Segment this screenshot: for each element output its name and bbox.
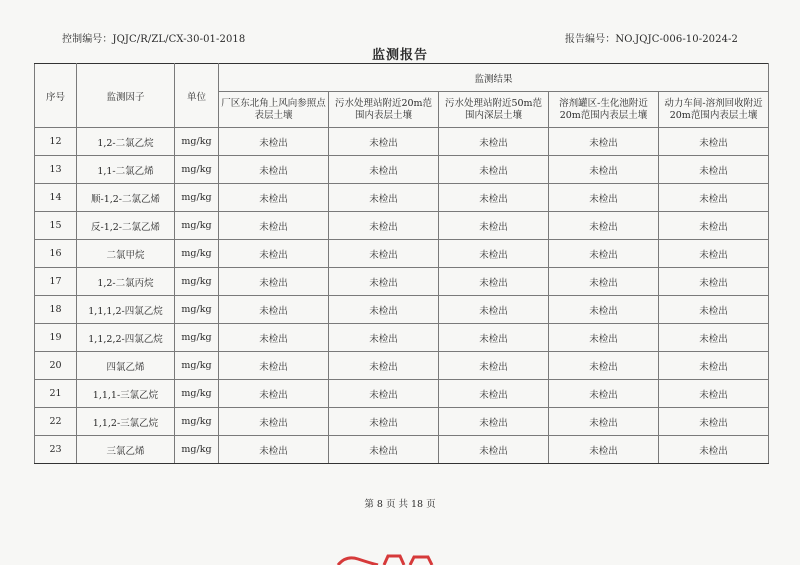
cell-result-site-4: 未检出 <box>549 268 659 296</box>
cell-unit: mg/kg <box>175 240 219 268</box>
header-site-5: 动力车间-溶剂回收附近20m范围内表层土壤 <box>659 92 769 128</box>
cell-seq: 14 <box>35 184 77 212</box>
cell-result-site-1: 未检出 <box>219 212 329 240</box>
cell-result-site-1: 未检出 <box>219 324 329 352</box>
table-row <box>35 408 769 436</box>
cell-result-site-1: 未检出 <box>219 184 329 212</box>
table-row <box>35 324 769 352</box>
header-site-1: 厂区东北角上风向参照点表层土壤 <box>219 92 329 128</box>
table-row <box>35 436 769 464</box>
cell-result-site-5: 未检出 <box>659 408 769 436</box>
cell-result-site-3: 未检出 <box>439 408 549 436</box>
cell-factor: 二氯甲烷 <box>77 240 175 268</box>
cell-result-site-3: 未检出 <box>439 268 549 296</box>
cell-result-site-2: 未检出 <box>329 296 439 324</box>
cell-result-site-5: 未检出 <box>659 380 769 408</box>
cell-result-site-5: 未检出 <box>659 268 769 296</box>
cell-result-site-3: 未检出 <box>439 184 549 212</box>
cell-result-site-2: 未检出 <box>329 436 439 464</box>
cell-result-site-5: 未检出 <box>659 240 769 268</box>
table-row <box>35 184 769 212</box>
cell-seq: 23 <box>35 436 77 464</box>
header-seq: 序号 <box>35 64 77 128</box>
red-stamp-fragment <box>318 551 448 565</box>
header-factor: 监测因子 <box>77 64 175 128</box>
cell-factor: 三氯乙烯 <box>77 436 175 464</box>
cell-seq: 19 <box>35 324 77 352</box>
cell-result-site-1: 未检出 <box>219 128 329 156</box>
cell-result-site-1: 未检出 <box>219 436 329 464</box>
cell-result-site-2: 未检出 <box>329 240 439 268</box>
cell-unit: mg/kg <box>175 436 219 464</box>
cell-result-site-1: 未检出 <box>219 352 329 380</box>
cell-result-site-2: 未检出 <box>329 268 439 296</box>
cell-result-site-2: 未检出 <box>329 352 439 380</box>
cell-factor: 四氯乙烯 <box>77 352 175 380</box>
cell-result-site-3: 未检出 <box>439 436 549 464</box>
cell-result-site-2: 未检出 <box>329 408 439 436</box>
cell-result-site-5: 未检出 <box>659 296 769 324</box>
cell-result-site-1: 未检出 <box>219 296 329 324</box>
cell-result-site-2: 未检出 <box>329 324 439 352</box>
table-row <box>35 352 769 380</box>
header-site-4: 溶剂罐区-生化池附近20m范围内表层土壤 <box>549 92 659 128</box>
cell-seq: 16 <box>35 240 77 268</box>
cell-seq: 17 <box>35 268 77 296</box>
page-title: 监测报告 <box>371 48 428 63</box>
cell-result-site-5: 未检出 <box>659 324 769 352</box>
cell-seq: 15 <box>35 212 77 240</box>
table-row <box>35 296 769 324</box>
cell-seq: 21 <box>35 380 77 408</box>
cell-result-site-1: 未检出 <box>219 156 329 184</box>
cell-result-site-3: 未检出 <box>439 128 549 156</box>
cell-result-site-4: 未检出 <box>549 352 659 380</box>
cell-factor: 1,1,2-三氯乙烷 <box>77 408 175 436</box>
cell-unit: mg/kg <box>175 296 219 324</box>
cell-unit: mg/kg <box>175 324 219 352</box>
cell-seq: 18 <box>35 296 77 324</box>
header-site-3: 污水处理站附近50m范围内深层土壤 <box>439 92 549 128</box>
cell-result-site-1: 未检出 <box>219 408 329 436</box>
cell-result-site-5: 未检出 <box>659 184 769 212</box>
cell-result-site-1: 未检出 <box>219 380 329 408</box>
cell-result-site-1: 未检出 <box>219 240 329 268</box>
cell-factor: 反-1,2-二氯乙烯 <box>77 212 175 240</box>
cell-result-site-4: 未检出 <box>549 296 659 324</box>
cell-result-site-3: 未检出 <box>439 324 549 352</box>
cell-factor: 1,2-二氯乙烷 <box>77 128 175 156</box>
cell-unit: mg/kg <box>175 352 219 380</box>
cell-result-site-3: 未检出 <box>439 296 549 324</box>
cell-result-site-4: 未检出 <box>549 184 659 212</box>
cell-factor: 1,2-二氯丙烷 <box>77 268 175 296</box>
cell-result-site-2: 未检出 <box>329 156 439 184</box>
table-row <box>35 240 769 268</box>
cell-result-site-4: 未检出 <box>549 128 659 156</box>
cell-result-site-5: 未检出 <box>659 212 769 240</box>
cell-factor: 1,1,1-三氯乙烷 <box>77 380 175 408</box>
cell-result-site-2: 未检出 <box>329 212 439 240</box>
cell-result-site-3: 未检出 <box>439 212 549 240</box>
page-number: 第 8 页 共 18 页 <box>364 499 436 510</box>
cell-unit: mg/kg <box>175 408 219 436</box>
cell-unit: mg/kg <box>175 184 219 212</box>
cell-unit: mg/kg <box>175 212 219 240</box>
report-number: 报告编号：NO.JQJC-006-10-2024-2 <box>564 34 738 45</box>
cell-result-site-5: 未检出 <box>659 436 769 464</box>
cell-seq: 22 <box>35 408 77 436</box>
cell-result-site-4: 未检出 <box>549 324 659 352</box>
cell-result-site-5: 未检出 <box>659 156 769 184</box>
cell-result-site-2: 未检出 <box>329 380 439 408</box>
cell-factor: 1,1-二氯乙烯 <box>77 156 175 184</box>
cell-unit: mg/kg <box>175 128 219 156</box>
cell-factor: 顺-1,2-二氯乙烯 <box>77 184 175 212</box>
cell-result-site-3: 未检出 <box>439 352 549 380</box>
header-site-2: 污水处理站附近20m范围内表层土壤 <box>329 92 439 128</box>
cell-factor: 1,1,1,2-四氯乙烷 <box>77 296 175 324</box>
cell-seq: 13 <box>35 156 77 184</box>
cell-result-site-3: 未检出 <box>439 380 549 408</box>
cell-result-site-3: 未检出 <box>439 156 549 184</box>
cell-result-site-5: 未检出 <box>659 352 769 380</box>
cell-result-site-4: 未检出 <box>549 156 659 184</box>
monitoring-results-table <box>34 63 769 464</box>
cell-result-site-4: 未检出 <box>549 380 659 408</box>
cell-seq: 20 <box>35 352 77 380</box>
cell-result-site-5: 未检出 <box>659 128 769 156</box>
cell-result-site-3: 未检出 <box>439 240 549 268</box>
cell-result-site-4: 未检出 <box>549 212 659 240</box>
cell-result-site-4: 未检出 <box>549 240 659 268</box>
table-body <box>35 128 769 464</box>
table-row <box>35 156 769 184</box>
cell-result-site-4: 未检出 <box>549 436 659 464</box>
cell-unit: mg/kg <box>175 380 219 408</box>
table-row <box>35 380 769 408</box>
header-results: 监测结果 <box>219 64 769 92</box>
cell-result-site-2: 未检出 <box>329 184 439 212</box>
cell-result-site-1: 未检出 <box>219 268 329 296</box>
cell-unit: mg/kg <box>175 268 219 296</box>
table-row <box>35 268 769 296</box>
control-number: 控制编号：JQJC/R/ZL/CX-30-01-2018 <box>62 34 246 45</box>
table-row <box>35 212 769 240</box>
cell-result-site-2: 未检出 <box>329 128 439 156</box>
header-unit: 单位 <box>175 64 219 128</box>
cell-unit: mg/kg <box>175 156 219 184</box>
cell-seq: 12 <box>35 128 77 156</box>
table-row <box>35 128 769 156</box>
cell-factor: 1,1,2,2-四氯乙烷 <box>77 324 175 352</box>
cell-result-site-4: 未检出 <box>549 408 659 436</box>
